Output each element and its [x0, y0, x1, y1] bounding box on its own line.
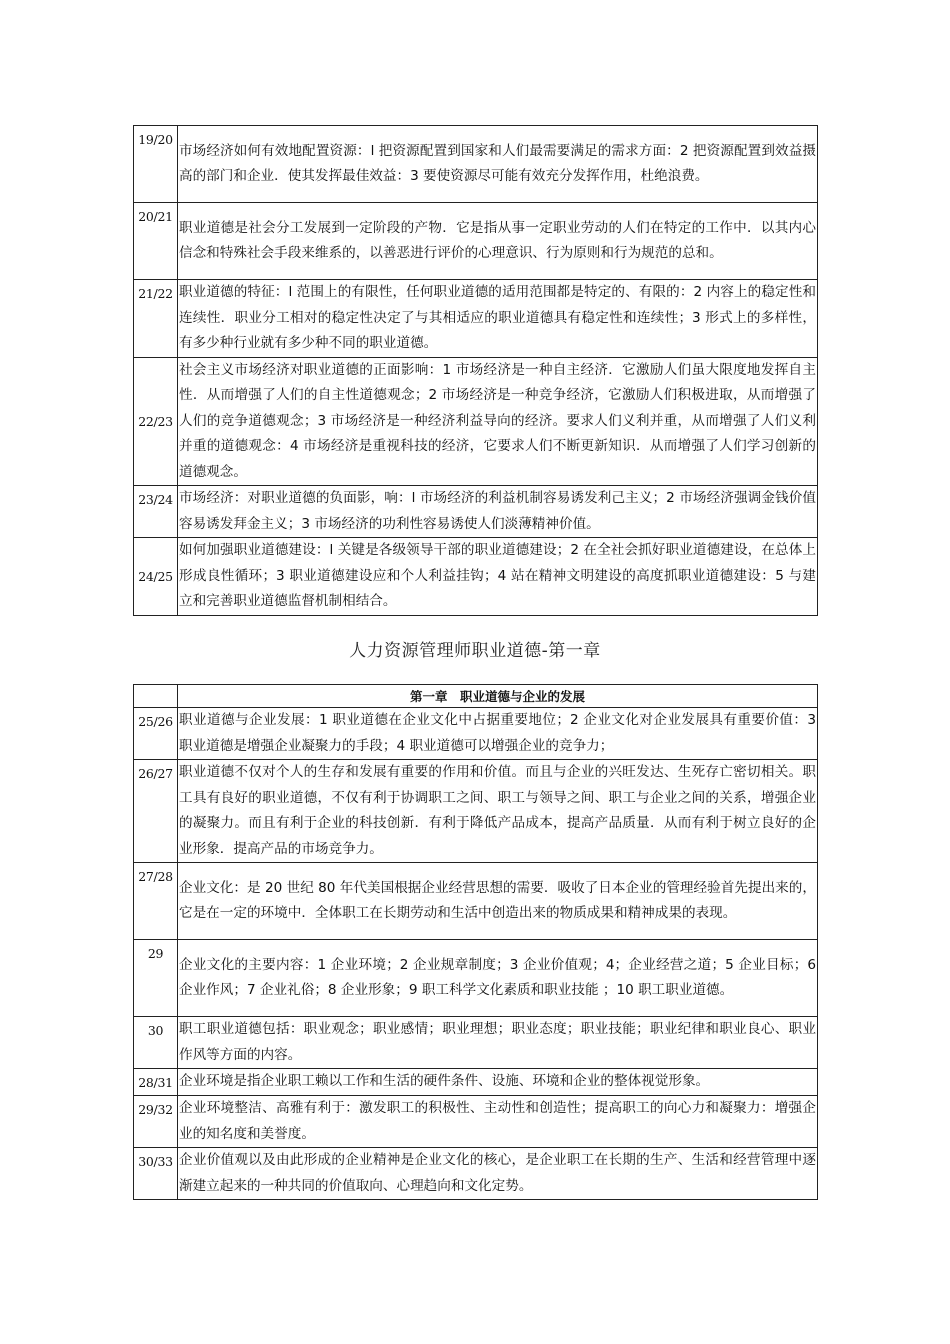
row-number: 30 — [134, 1017, 178, 1069]
row-text: 职业道德是社会分工发展到一定阶段的产物．它是指从事一定职业劳动的人们在特定的工作中．以其内心信念和特殊社会手段来维系的，以善恶进行评价的心理意识、行为原则和行为规范的总和。 — [178, 203, 818, 280]
table-row — [134, 280, 818, 358]
table-row — [134, 1017, 818, 1069]
table-row — [134, 863, 818, 940]
row-text: 市场经济：对职业道德的负面影，响：l 市场经济的利益机制容易诱发利己主义；2 市场经济强调金钱价值容易诱发拜金主义；3 市场经济的功利性容易诱使人们淡薄精神价值。 — [178, 486, 818, 538]
row-number: 28/31 — [134, 1069, 178, 1096]
table-row — [134, 1069, 818, 1096]
row-number: 24/25 — [134, 538, 178, 616]
table-row — [134, 203, 818, 280]
row-text: 如何加强职业道德建设：l 关键是各级领导干部的职业道德建设；2 在全社会抓好职业道德建设，在总体上形成良性循环；3 职业道德建设应和个人利益挂钩；4 站在精神文明建设的高度抓职业道德建设：5 与建立和完善职业道德监督机制相结合。 — [178, 538, 818, 616]
row-number: 26/27 — [134, 760, 178, 863]
table-header-row — [134, 685, 818, 708]
table-row — [134, 486, 818, 538]
table-row — [134, 708, 818, 760]
qa-table-2 — [133, 684, 818, 1200]
row-text: 社会主义市场经济对职业道德的正面影响：1 市场经济是一种自主经济．它激励人们虽大限度地发挥自主性．从而增强了人们的自主性道德观念；2 市场经济是一种竞争经济，它激励人们积极进取，从而增强了人们的竞争道德观念；3 市场经济是一种经济利益导向的经济。要求人们义利并重，从而增强了人们义利并重的道德观念：4 市场经济是重视科技的经济，它要求人们不断更新知识．从而增强了人们学习创新的道德观念。 — [178, 357, 818, 486]
table-row — [134, 357, 818, 486]
row-text: 企业价值观以及由此形成的企业精神是企业文化的核心，是企业职工在长期的生产、生活和经营管理中逐渐建立起来的一种共同的价值取向、心理趋向和文化定势。 — [178, 1148, 818, 1200]
row-text: 职工职业道德包括：职业观念；职业感情；职业理想；职业态度；职业技能；职业纪律和职业良心、职业作风等方面的内容。 — [178, 1017, 818, 1069]
table-row — [134, 1096, 818, 1148]
row-text: 职业道德的特征：l 范围上的有限性，任何职业道德的适用范围都是特定的、有限的：2 内容上的稳定性和连续性．职业分工相对的稳定性决定了与其相适应的职业道德具有稳定性和连续性；3 形式上的多样性，有多少种行业就有多少种不同的职业道德。 — [178, 280, 818, 358]
table-row — [134, 1148, 818, 1200]
row-text: 企业环境整洁、高雅有利于：激发职工的积极性、主动性和创造性；提高职工的向心力和凝聚力：增强企业的知名度和美誉度。 — [178, 1096, 818, 1148]
row-text: 企业文化：是 20 世纪 80 年代美国根据企业经营思想的需要．吸收了日本企业的管理经验首先提出来的，它是在一定的环境中．全体职工在长期劳动和生活中创造出来的物质成果和精神成果的表现。 — [178, 863, 818, 940]
row-text: 职业道德不仅对个人的生存和发展有重要的作用和价值。而且与企业的兴旺发达、生死存亡密切相关。职工具有良好的职业道德，不仅有利于协调职工之间、职工与领导之间、职工与企业之间的关系，增强企业的凝聚力。而且有利于企业的科技创新．有利于降低产品成本，提高产品质量．从而有利于树立良好的企业形象．提高产品的市场竞争力。 — [178, 760, 818, 863]
row-text: 市场经济如何有效地配置资源：l 把资源配置到国家和人们最需要满足的需求方面：2 把资源配置到效益摄高的部门和企业．使其发挥最佳效益：3 要使资源尽可能有效充分发挥作用，杜绝浪费。 — [178, 126, 818, 203]
row-number: 30/33 — [134, 1148, 178, 1200]
row-number: 19/20 — [134, 126, 178, 203]
row-text: 企业文化的主要内容：1 企业环境；2 企业规章制度；3 企业价值观；4；企业经营之道；5 企业目标；6 企业作风；7 企业礼俗；8 企业形象；9 职工科学文化素质和职业技能 ；10 职工职业道德。 — [178, 940, 818, 1017]
section-title: 人力资源管理师职业道德-第一章 — [349, 641, 601, 661]
row-number: 29 — [134, 940, 178, 1017]
row-number: 25/26 — [134, 708, 178, 760]
row-number: 20/21 — [134, 203, 178, 280]
row-number: 22/23 — [134, 357, 178, 486]
row-number: 23/24 — [134, 486, 178, 538]
table-row — [134, 126, 818, 203]
table-row — [134, 538, 818, 616]
table-row — [134, 940, 818, 1017]
row-text: 职业道德与企业发展：1 职业道德在企业文化中占据重要地位；2 企业文化对企业发展具有重要价值：3 职业道德是增强企业凝聚力的手段；4 职业道德可以增强企业的竞争力； — [178, 708, 818, 760]
row-number: 21/22 — [134, 280, 178, 358]
chapter-heading: 第一章 职业道德与企业的发展 — [178, 685, 818, 708]
row-number: 29/32 — [134, 1096, 178, 1148]
row-text: 企业环境是指企业职工赖以工作和生活的硬件条件、设施、环境和企业的整体视觉形象。 — [178, 1069, 818, 1096]
table-row — [134, 760, 818, 863]
qa-table-1 — [133, 125, 818, 616]
header-number-cell — [134, 685, 178, 708]
row-number: 27/28 — [134, 863, 178, 940]
